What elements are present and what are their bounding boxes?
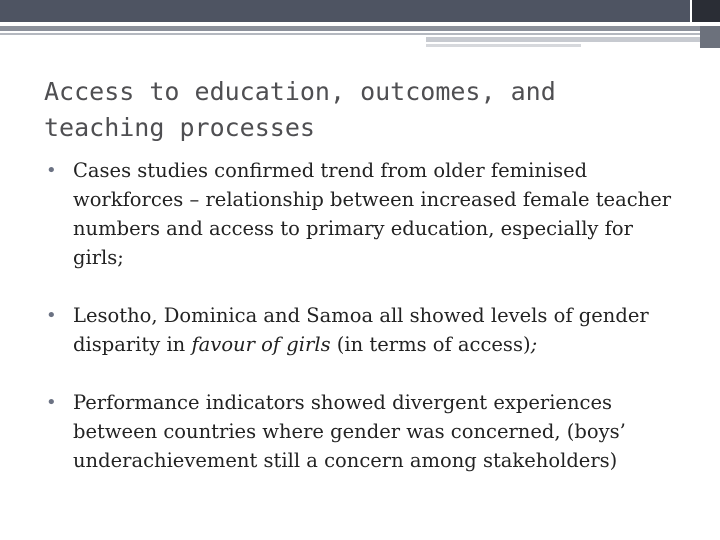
header-accent-block [690,0,720,22]
header-bar [0,0,720,22]
header-decor-line [0,26,720,31]
header-decor-line [426,37,720,42]
bullet-text: Performance indicators showed divergent experiences between countries where gender was concerned, (boys’ underachievement still a concern among stakeholders) [73,391,626,472]
slide-title: Access to education, outcomes, and teaching processes [44,77,556,142]
bullet-text: (in terms of access) [330,333,531,356]
bullet-emphasis: ; [530,333,538,356]
bullet-text: Lesotho, Dominica and Samoa all showed levels of gender disparity in [73,304,649,356]
header-decor-line [0,33,720,35]
header-decor-block [700,26,720,48]
bullet-item [46,301,686,359]
header-decor-line [426,44,581,47]
bullet-list [46,156,686,475]
bullet-item [46,156,686,272]
bullet-emphasis: favour of girls [191,333,331,356]
bullet-item [46,388,686,475]
bullet-text: Cases studies confirmed trend from older feminised workforces – relationship between increased female teacher numbers and access to primary education, especially for girls; [73,159,672,269]
